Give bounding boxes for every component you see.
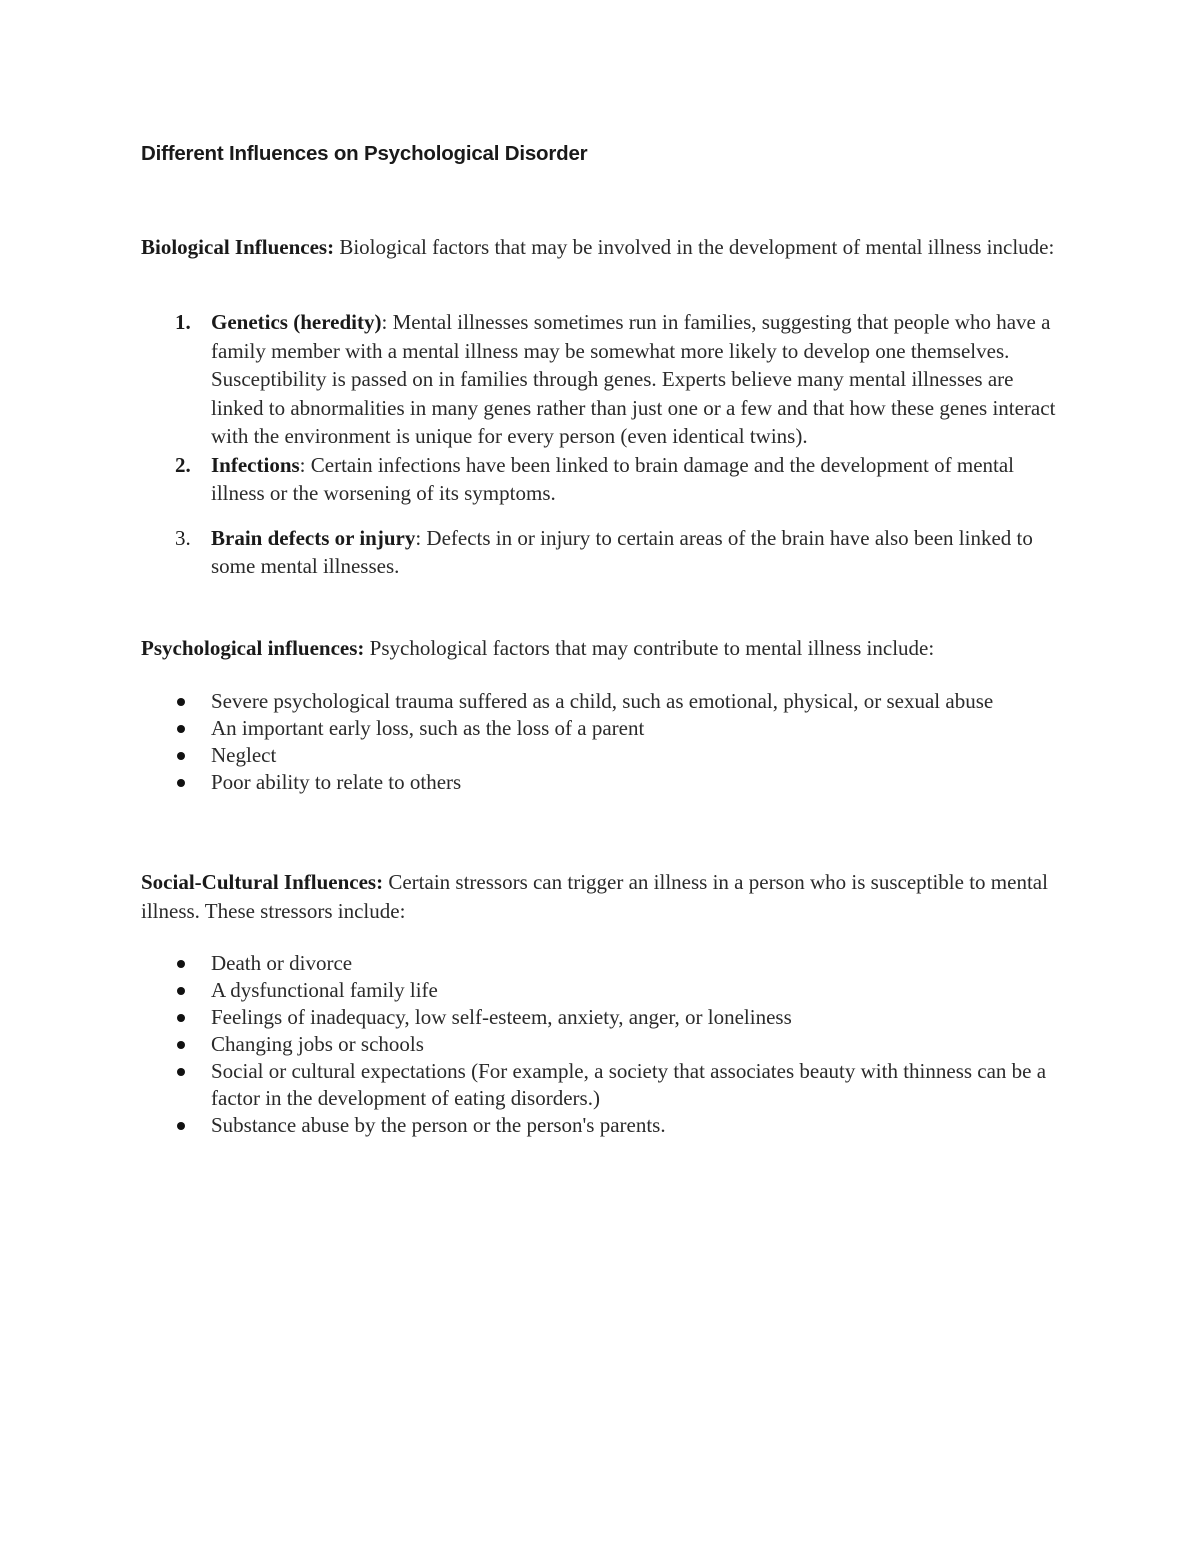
- list-item: [211, 1058, 1061, 1112]
- social-cultural-intro-paragraph: [141, 868, 1061, 925]
- list-item-text: A dysfunctional family life: [211, 978, 438, 1002]
- bullet-icon: [177, 698, 185, 706]
- biological-intro-text: Biological factors that may be involved in the development of mental illness include:: [334, 235, 1055, 259]
- list-item-text: An important early loss, such as the loss of a parent: [211, 716, 645, 740]
- list-item: [211, 769, 1061, 796]
- list-item-text: : Mental illnesses sometimes run in families, suggesting that people who have a family member with a mental illness may be somewhat more likely to develop one themselves. Susceptibility is passed on in families through genes. Experts believe many mental illnesses are linked to abnormalities in many genes rather than just one or a few and that how these genes interact with the environment is unique for every person (even identical twins).: [211, 310, 1056, 448]
- list-item: [211, 715, 1061, 742]
- biological-factor-list: [175, 308, 1061, 581]
- list-item: [211, 977, 1061, 1004]
- bullet-icon: [177, 1068, 185, 1076]
- biological-heading: Biological Influences:: [141, 235, 335, 259]
- list-item: [211, 1031, 1061, 1058]
- bullet-icon: [177, 752, 185, 760]
- list-item: [175, 451, 1061, 508]
- list-item-text: Severe psychological trauma suffered as a child, such as emotional, physical, or sexual abuse: [211, 689, 994, 713]
- list-item: [211, 950, 1061, 977]
- list-item: [211, 742, 1061, 769]
- bullet-icon: [177, 987, 185, 995]
- list-item: [211, 1004, 1061, 1031]
- list-item-text: Death or divorce: [211, 951, 353, 975]
- psychological-heading: Psychological influences:: [141, 636, 365, 660]
- psychological-factor-list: [211, 688, 1061, 796]
- psychological-intro-text: Psychological factors that may contribute to mental illness include:: [364, 636, 935, 660]
- list-item-text: Substance abuse by the person or the person's parents.: [211, 1113, 666, 1137]
- list-item-text: : Certain infections have been linked to brain damage and the development of mental illness or the worsening of its symptoms.: [211, 452, 1015, 505]
- list-item-term: Brain defects or injury: [211, 525, 416, 550]
- list-item: [175, 308, 1061, 451]
- social-cultural-intro-text: Certain stressors can trigger an illness in a person who is susceptible to mental illness. These stressors include:: [141, 870, 1048, 923]
- bullet-icon: [177, 1041, 185, 1049]
- list-item: [211, 1112, 1061, 1139]
- list-item-number: 2.: [175, 452, 191, 477]
- list-item-number: 1.: [175, 310, 191, 334]
- list-item-text: Feelings of inadequacy, low self-esteem, anxiety, anger, or loneliness: [211, 1005, 792, 1029]
- bullet-icon: [177, 960, 185, 968]
- list-item-text: Social or cultural expectations (For example, a society that associates beauty with thinness can be a factor in the development of eating disorders.): [211, 1059, 1047, 1110]
- list-item-term: Infections: [211, 452, 300, 477]
- bullet-icon: [177, 779, 185, 787]
- bullet-icon: [177, 725, 185, 733]
- bullet-icon: [177, 1014, 185, 1022]
- document-title: Different Influences on Psychological Disorder: [141, 142, 588, 165]
- biological-intro-paragraph: [141, 233, 1061, 262]
- list-item-text: Poor ability to relate to others: [211, 770, 462, 794]
- bullet-icon: [177, 1122, 185, 1130]
- list-item-text: : Defects in or injury to certain areas of the brain have also been linked to some mental illnesses.: [211, 525, 1033, 578]
- list-item-text: Neglect: [211, 743, 277, 767]
- social-cultural-heading: Social-Cultural Influences:: [141, 870, 384, 894]
- list-item: [211, 688, 1061, 715]
- list-item-term: Genetics (heredity): [211, 310, 382, 334]
- list-item-number: 3.: [175, 525, 191, 550]
- psychological-intro-paragraph: [141, 634, 1061, 663]
- list-item: [175, 524, 1061, 581]
- list-item-text: Changing jobs or schools: [211, 1032, 424, 1056]
- social-cultural-factor-list: [211, 950, 1061, 1139]
